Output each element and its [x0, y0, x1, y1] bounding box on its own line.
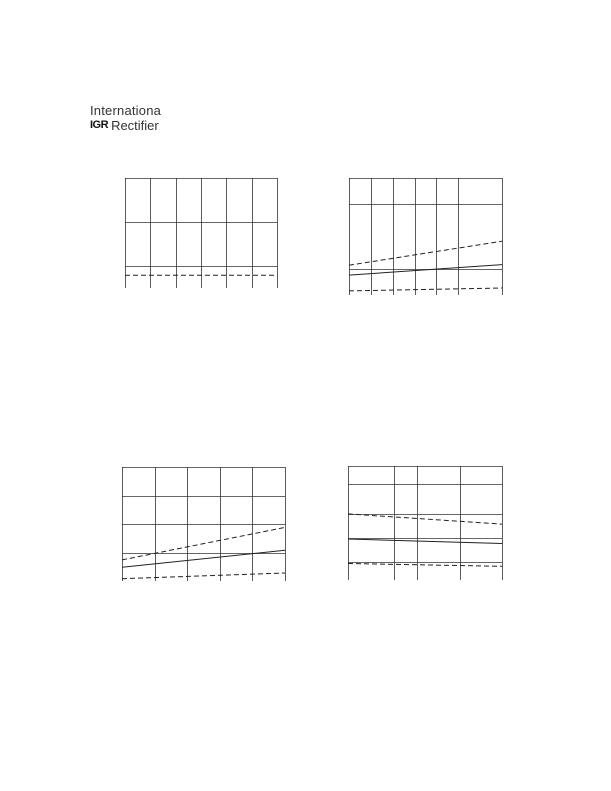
- chart-bottom-right-plot: [348, 466, 502, 580]
- chart-top-right-plot: [349, 178, 502, 295]
- curve-dashed-2: [349, 288, 502, 291]
- logo-text-line2: [90, 119, 161, 132]
- curve-dashed-2: [122, 573, 285, 579]
- logo-mark-icon: IGR: [90, 119, 109, 131]
- curve-dashed-0: [348, 514, 502, 524]
- curve-solid-1: [348, 539, 502, 544]
- chart-top-right: [349, 178, 502, 295]
- chart-bottom-left-plot: [122, 467, 285, 581]
- chart-bottom-right: [348, 466, 502, 580]
- chart-top-left: [125, 178, 277, 288]
- logo-text-rectifier: Rectifier: [111, 118, 159, 133]
- company-logo: [90, 104, 161, 132]
- chart-bottom-left: [122, 467, 285, 581]
- curve-dashed-2: [348, 564, 502, 567]
- curve-dashed-0: [349, 241, 502, 265]
- chart-top-left-plot: [125, 178, 277, 288]
- curve-dashed-0: [122, 527, 285, 560]
- curve-solid-1: [122, 550, 285, 567]
- logo-text-line1: Internationa: [90, 103, 162, 118]
